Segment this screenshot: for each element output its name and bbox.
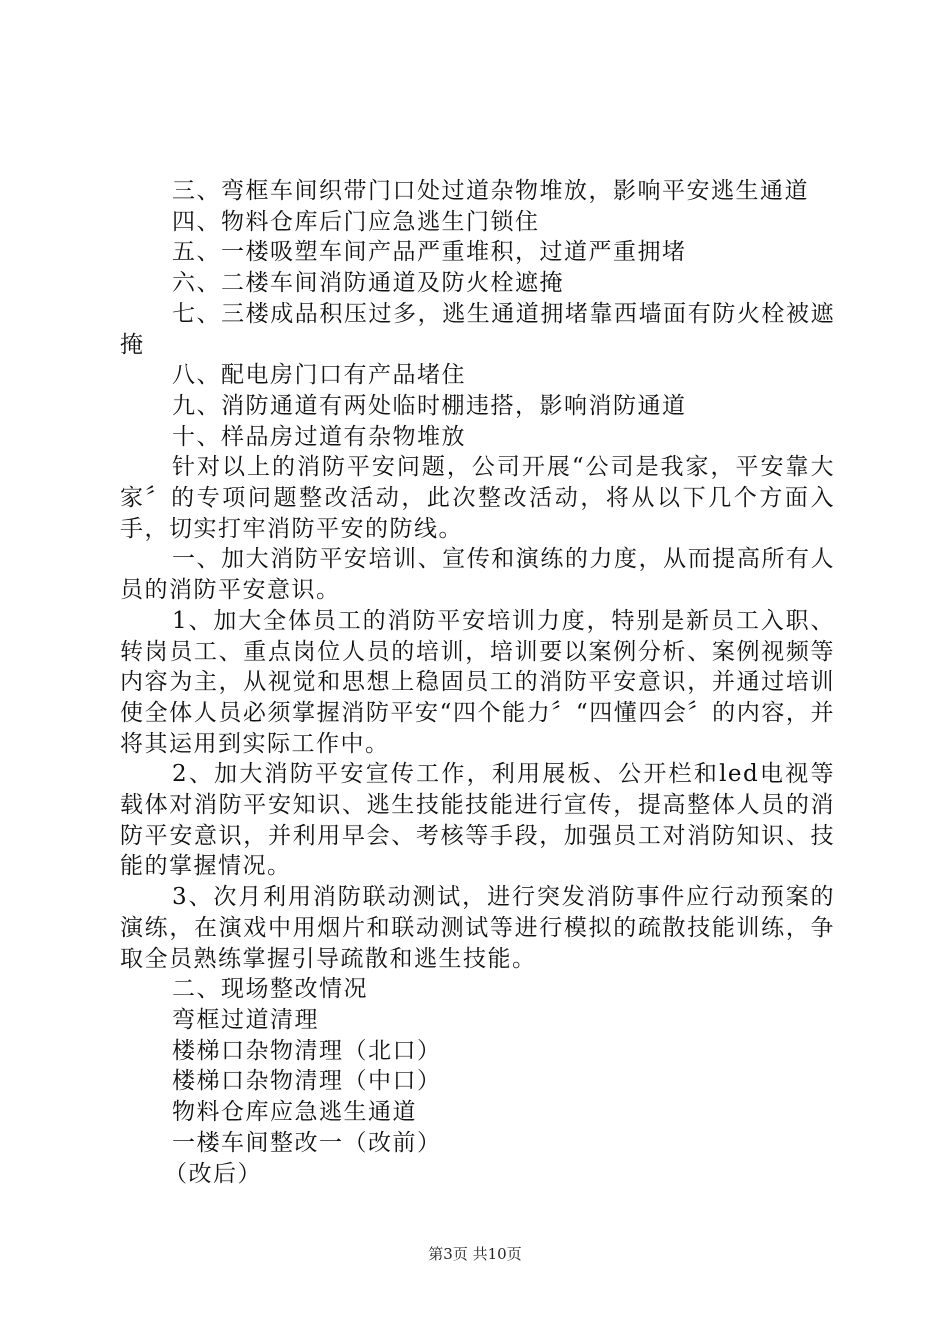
paragraph: 一、加大消防平安培训、宣传和演练的力度，从而提高所有人员的消防平安意识。 [120,546,835,604]
document-body [120,176,835,1189]
paragraph: 六、二楼车间消防通道及防火栓遮掩 [172,270,564,297]
paragraph: 针对以上的消防平安问题，公司开展“公司是我家，平安靠大家〞的专项问题整改活动，此次整改活动，将从以下几个方面入手，切实打牢消防平安的防线。 [120,454,835,542]
photo-caption: 楼梯口杂物清理（中口） [172,1068,442,1095]
photo-caption: 弯框过道清理 [172,1006,319,1033]
paragraph: 四、物料仓库后门应急逃生门锁住 [172,208,540,235]
paragraph: 1、加大全体员工的消防平安培训力度，特别是新员工入职、转岗员工、重点岗位人员的培训，培训要以案例分析、案例视频等内容为主，从视觉和思想上稳固员工的消防平安意识，并通过培训使全体人员必须掌握消防平安“四个能力〞“四懂四会〞的内容，并将其运用到实际工作中。 [120,607,835,757]
paragraph: 八、配电房门口有产品堵住 [172,362,466,389]
paragraph: 七、三楼成品积压过多，逃生通道拥堵靠西墙面有防火栓被遮掩 [120,300,835,358]
photo-caption: 楼梯口杂物清理（北口） [172,1037,442,1064]
paragraph: 五、一楼吸塑车间产品严重堆积，过道严重拥堵 [172,239,687,266]
paragraph: 十、样品房过道有杂物堆放 [172,423,466,450]
paragraph: 3、次月利用消防联动测试，进行突发消防事件应行动预案的演练，在演戏中用烟片和联动测试等进行模拟的疏散技能训练，争取全员熟练掌握引导疏散和逃生技能。 [120,884,835,972]
paragraph: 2、加大消防平安宣传工作，利用展板、公开栏和led电视等载体对消防平安知识、逃生技能技能进行宣传，提高整体人员的消防平安意识，并利用早会、考核等手段，加强员工对消防知识、技能的掌握情况。 [120,761,835,880]
paragraph: 九、消防通道有两处临时棚违搭，影响消防通道 [172,392,687,419]
photo-caption: （改后） [164,1160,262,1187]
photo-caption: 物料仓库应急逃生通道 [172,1099,417,1126]
page-number-footer: 第3页 共10页 [428,1245,522,1263]
photo-caption: 一楼车间整改一（改前） [172,1129,442,1156]
paragraph: 三、弯框车间织带门口处过道杂物堆放，影响平安逃生通道 [172,178,809,204]
section-heading: 二、现场整改情况 [172,976,368,1003]
